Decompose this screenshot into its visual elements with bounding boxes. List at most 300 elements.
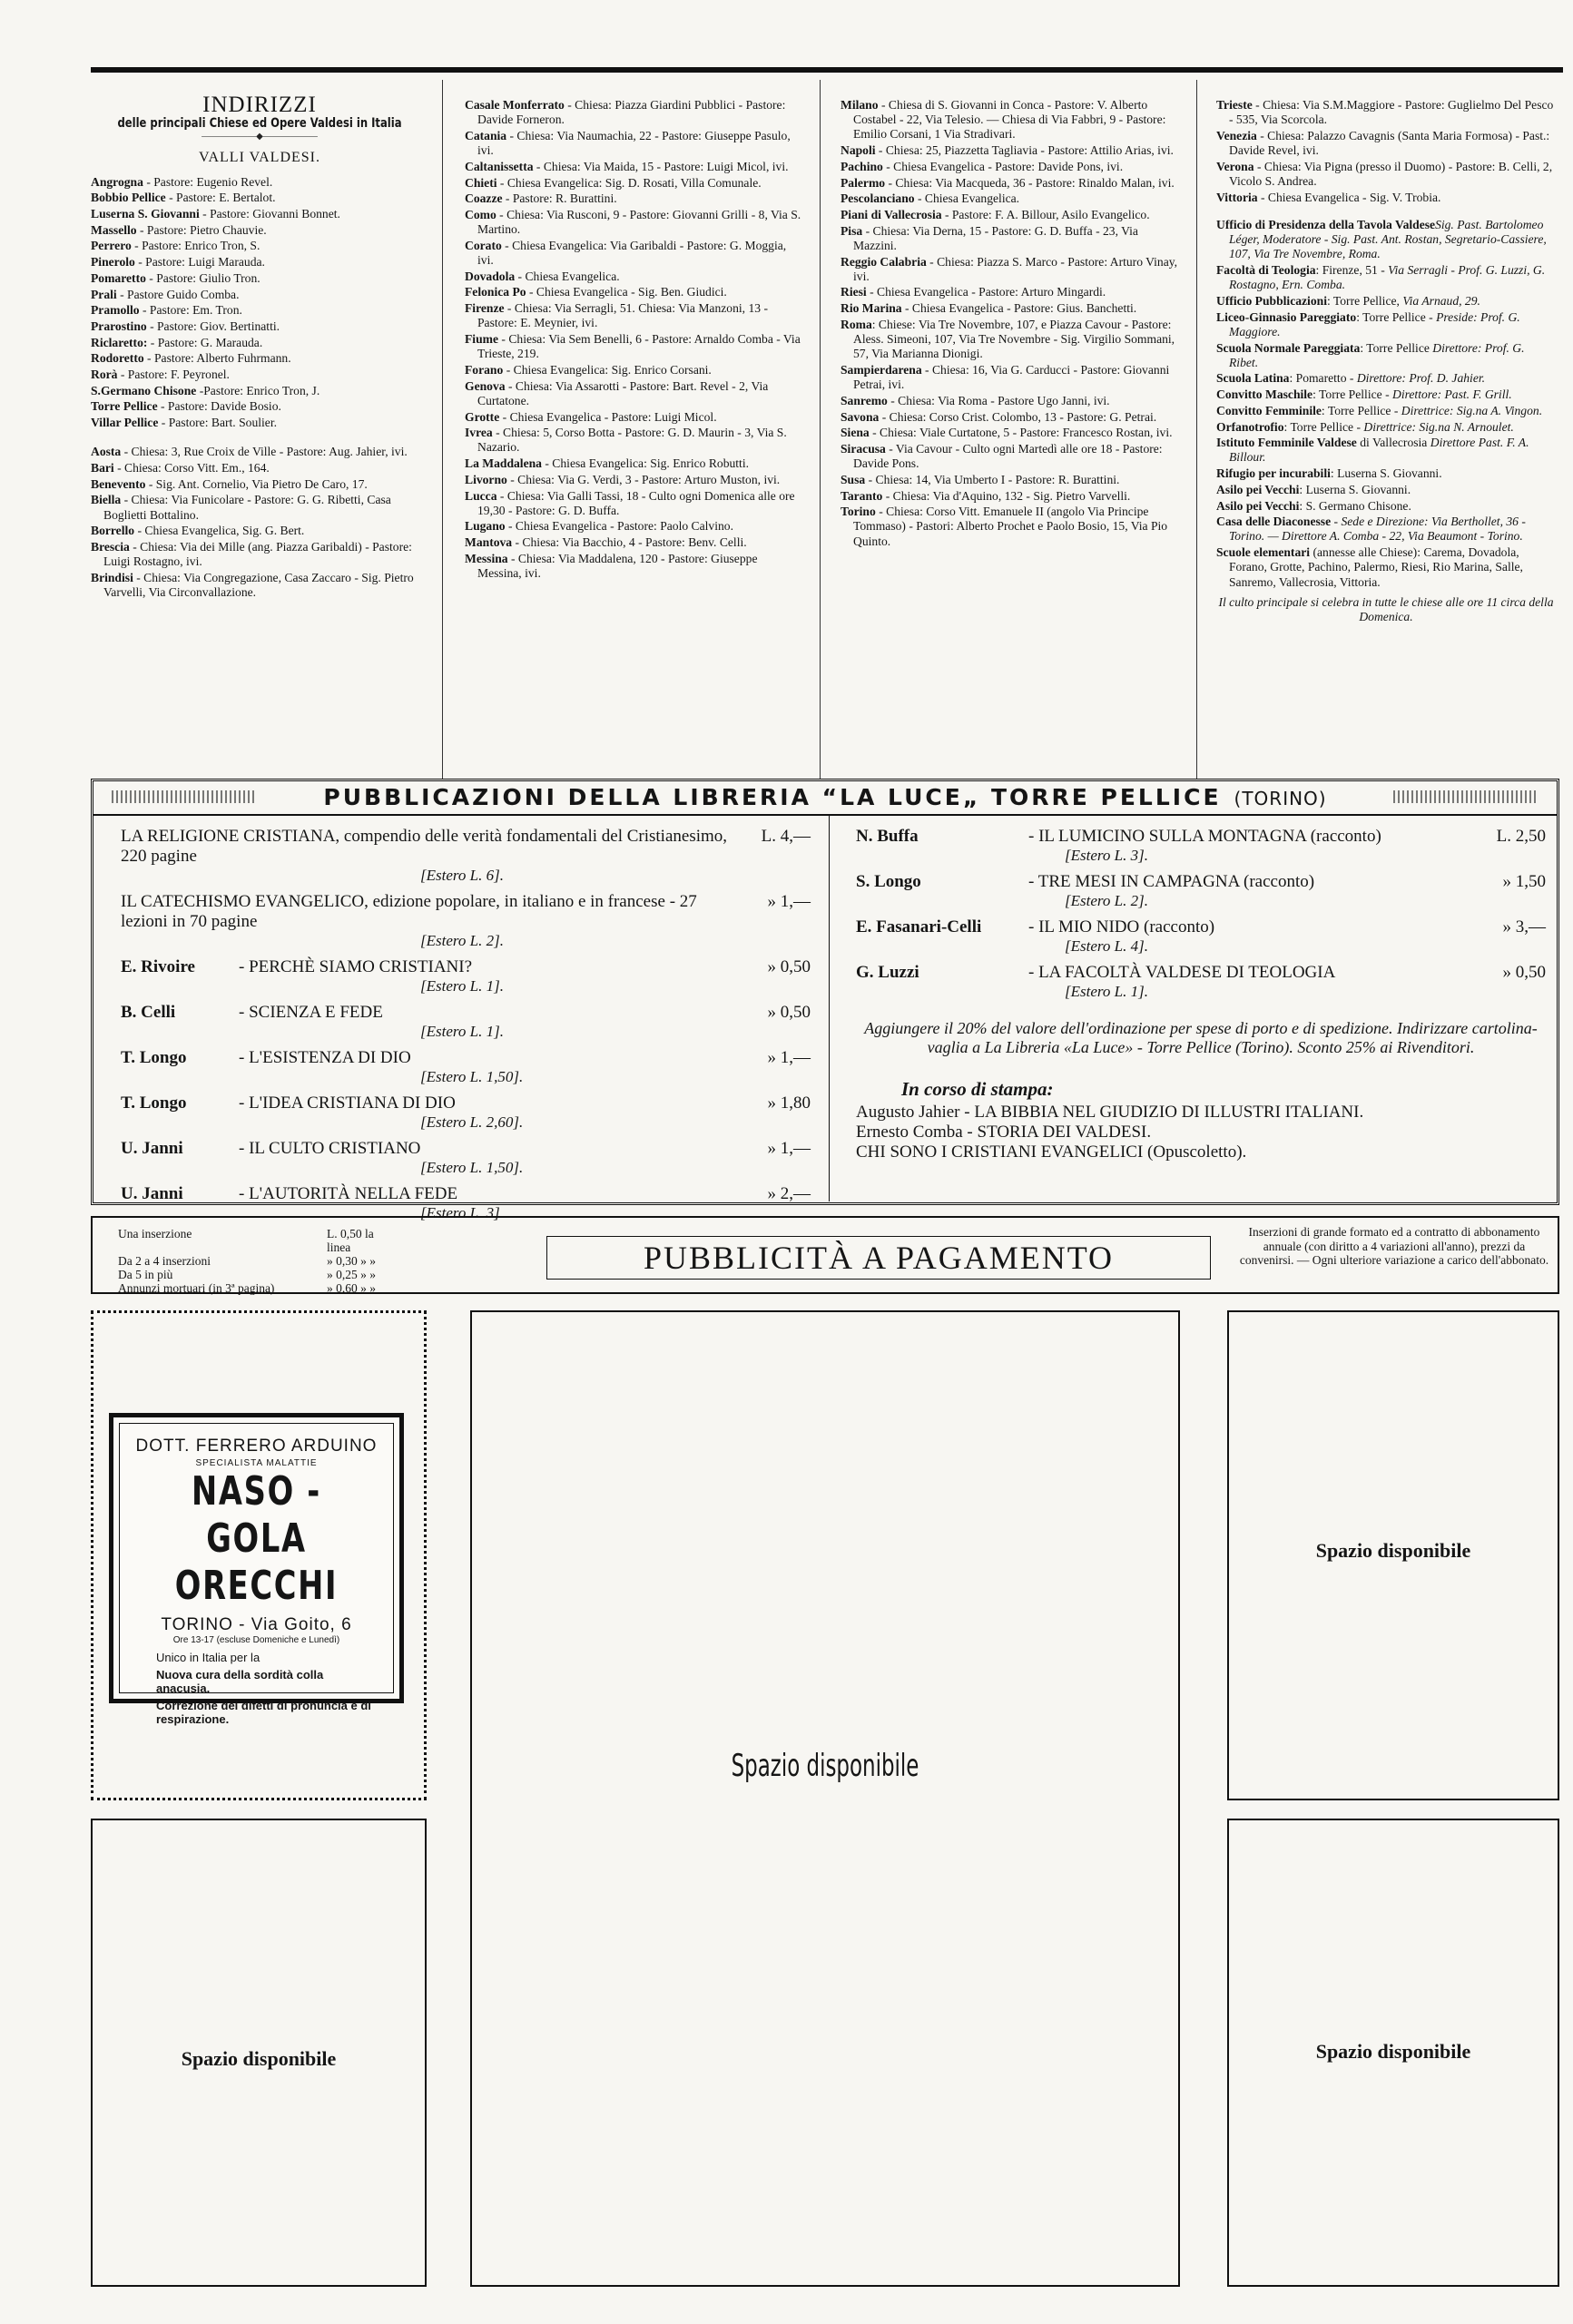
entry-name: La Maddalena	[465, 456, 542, 471]
entry-text: - Pastore: Alberto Fuhrmann.	[143, 351, 291, 366]
address-entry	[465, 519, 802, 534]
ad-rates-table	[118, 1227, 390, 1295]
publication-author: U. Janni	[121, 1139, 183, 1158]
entry-text: - Chiesa: 14, Via Umberto I - Pastore: R. Burattini.	[865, 472, 1120, 486]
entry-italic: Direttore: Prof. G. Ribet.	[1229, 340, 1525, 369]
publication-title: IL CATECHISMO EVANGELICO, edizione popolare, in italiano e in francese - 27 lezioni in 70 pagine	[121, 892, 697, 931]
publication-estero: [Estero L. 1,50].	[420, 1068, 524, 1085]
publication-author: S. Longo	[856, 872, 921, 891]
entry-text: - Pastore: Giulio Tron.	[145, 270, 261, 285]
entry-name: Livorno	[465, 472, 507, 486]
address-entry	[91, 175, 428, 190]
entry-text: - Chiesa: Via G. Verdi, 3 - Pastore: Arturo Muston, ivi.	[506, 472, 781, 486]
address-entry	[91, 384, 428, 398]
address-entry	[841, 318, 1178, 362]
doctor-line-3: Correzione dei difetti di pronuncia e di respirazione.	[156, 1699, 371, 1726]
entry-text: - Chiesa: Via Maida, 15 - Pastore: Luigi Micol, ivi.	[533, 159, 789, 173]
address-entry	[91, 368, 428, 382]
address-entry	[91, 416, 428, 430]
entry-name: Brindisi	[91, 570, 133, 584]
address-entry	[1216, 404, 1556, 418]
address-entry	[465, 129, 802, 158]
entry-name: Sanremo	[841, 393, 888, 407]
rate-label: Da 5 in più	[118, 1268, 173, 1281]
publication-author: E. Fasanari-Celli	[856, 917, 982, 936]
entry-text: - Pastore: R. Burattini.	[502, 191, 617, 206]
city-list-1	[91, 445, 428, 600]
entry-text: di Vallecrosia	[1356, 436, 1430, 450]
entry-name: Liceo-Ginnasio Pareggiato	[1216, 309, 1357, 324]
entry-text: - Chiesa: Via S.M.Maggiore - Pastore: Guglielmo Del Pesco - 535, Via Scorcola.	[1229, 98, 1554, 127]
entry-name: Benevento	[91, 476, 146, 491]
address-entry	[1216, 129, 1556, 158]
publications-box	[91, 779, 1559, 1221]
address-entry	[91, 445, 428, 459]
address-entry	[465, 239, 802, 268]
publication-row	[121, 1184, 811, 1204]
entry-text: - Pastore: F. A. Billour, Asilo Evangelico.	[941, 207, 1150, 221]
entry-name: Felonica Po	[465, 285, 526, 299]
rate-value: » 0,25 » »	[327, 1268, 376, 1281]
entry-text: - Chiesa Evangelica - Sig. V. Trobia.	[1257, 190, 1441, 204]
entry-name: Genova	[465, 378, 506, 393]
entry-name: Corato	[465, 238, 502, 252]
address-entry	[91, 303, 428, 318]
entry-text: - Chiesa: Via Roma - Pastore Ugo Janni, ivi.	[887, 393, 1110, 407]
doctor-spec: SPECIALISTA MALATTIE	[195, 1458, 318, 1468]
publication-price: » 0,50	[767, 957, 811, 976]
address-entry	[465, 489, 802, 518]
entry-name: Palermo	[841, 175, 886, 190]
entry-text: - Chiesa Evangelica: Via Garibaldi - Pastore: G. Moggia, ivi.	[477, 238, 787, 268]
entry-text: - Pastore: Eugenio Revel.	[143, 174, 273, 189]
publication-estero: [Estero L. 2,60].	[420, 1113, 524, 1131]
address-entry	[1216, 436, 1556, 465]
rate-value: » 0,30 » »	[327, 1254, 376, 1268]
publication-title: LA RELIGIONE CRISTIANA, compendio delle verità fondamentali del Cristianesimo, 220 pagine	[121, 827, 728, 866]
rate-row	[118, 1227, 390, 1254]
publication-price: » 1,—	[767, 892, 811, 911]
address-entry	[465, 535, 802, 550]
entry-name: Prarostino	[91, 319, 147, 333]
entry-text: - Chiesa: 16, Via G. Carducci - Pastore: Giovanni Petrai, ivi.	[853, 362, 1170, 392]
publication-row	[856, 963, 1546, 983]
address-entry	[1216, 191, 1556, 205]
entry-text: - Pastore: Enrico Tron, S.	[131, 239, 261, 253]
publications-left	[121, 827, 811, 1230]
column-1	[91, 94, 428, 602]
entry-name: Fiume	[465, 332, 498, 347]
address-entry	[841, 363, 1178, 392]
ad-rates-box	[91, 1216, 1559, 1294]
entry-text: - Chiesa: Via Derna, 15 - Pastore: G. D. Buffa - 23, Via Mazzini.	[853, 223, 1138, 252]
entry-name: Orfanotrofio	[1216, 419, 1284, 434]
doctor-big-1: NASO - GOLA	[192, 1468, 321, 1562]
entry-name: Como	[465, 207, 496, 221]
entry-name: Taranto	[841, 488, 883, 503]
entry-name: Mantova	[465, 535, 513, 550]
entry-name: Torre Pellice	[91, 399, 158, 414]
address-entry	[91, 571, 428, 600]
address-entry	[91, 493, 428, 522]
entry-name: Prali	[91, 287, 117, 301]
publication-row	[121, 1093, 811, 1113]
publication-price: » 1,—	[767, 1139, 811, 1158]
entry-text: - Chiesa: Via Rusconi, 9 - Pastore: Giovanni Grilli - 8, Via S. Martino.	[477, 207, 801, 237]
address-entry	[841, 191, 1178, 206]
entry-text: - Chiesa Evangelica.	[515, 269, 620, 283]
entry-text: - Pastore Guido Comba.	[116, 287, 240, 301]
address-entry	[91, 207, 428, 221]
entry-text: - Chiesa Evangelica - Pastore: Paolo Calvino.	[505, 519, 734, 534]
entry-text: - Chiesa: Via Sem Benelli, 6 - Pastore: Arnaldo Comba - Via Trieste, 219.	[477, 332, 801, 361]
address-entry	[1216, 371, 1556, 386]
publication-estero: [Estero L. 2].	[420, 932, 504, 949]
entry-name: Ufficio Pubblicazioni	[1216, 293, 1327, 308]
entry-text: - Chiesa: Via d'Aquino, 132 - Sig. Pietro Varvelli.	[882, 488, 1131, 503]
publication-title: - L'ESISTENZA DI DIO	[239, 1048, 411, 1067]
address-entry	[1216, 310, 1556, 339]
rate-label: Da 2 a 4 inserzioni	[118, 1254, 211, 1268]
publications-note: Aggiungere il 20% del valore dell'ordinazione per spese di porto e di spedizione. Indirizzare cartolina-vaglia a La Libreria «La Luce» - Torre Pellice (Torino). Sconto 25% ai Rivenditori.	[864, 1019, 1538, 1056]
publication-title: - L'IDEA CRISTIANA DI DIO	[239, 1093, 456, 1113]
publication-estero: [Estero L. 3].	[1065, 847, 1148, 864]
address-entry	[91, 461, 428, 476]
spazio-label: Spazio disponibile	[731, 1748, 919, 1784]
entry-name: Grotte	[465, 409, 500, 424]
entry-text: - Chiesa: Piazza S. Marco - Pastore: Arturo Vinay, ivi.	[853, 254, 1178, 283]
entry-name: Rifugio per incurabili	[1216, 466, 1331, 481]
publication-title: - IL CULTO CRISTIANO	[239, 1139, 421, 1158]
ad-rates-title: PUBBLICITÀ A PAGAMENTO	[546, 1236, 1211, 1280]
publication-author: E. Rivoire	[121, 957, 195, 976]
entry-text: : Torre Pellice -	[1356, 309, 1437, 324]
ad-space-right-top	[1227, 1310, 1559, 1800]
entry-name: Rio Marina	[841, 301, 902, 316]
entry-text: - Pastore: Em. Tron.	[139, 303, 242, 318]
entry-text: : S. Germano Chisone.	[1299, 498, 1411, 513]
address-entry	[91, 351, 428, 366]
address-entry	[465, 332, 802, 361]
entry-text: - Pastore: Pietro Chauvie.	[136, 222, 267, 237]
address-entry	[841, 489, 1178, 504]
entry-text: : Firenze, 51 -	[1315, 263, 1389, 278]
header-title: INDIRIZZI	[202, 94, 317, 117]
press-item: Ernesto Comba - STORIA DEI VALDESI.	[856, 1123, 1152, 1142]
city-list-4	[1216, 98, 1556, 205]
entry-text: - Chiesa: Via Funicolare - Pastore: G. G. Ribetti, Casa Boglietti Bottalino.	[103, 493, 391, 522]
publication-price: L. 4,—	[761, 827, 811, 846]
entry-text: - Via Cavour - Culto ogni Martedì alle ore 18 - Pastore: Davide Pons.	[853, 441, 1163, 471]
doctor-hours: Ore 13-17 (escluse Domeniche e Lunedì)	[172, 1635, 340, 1645]
entry-name: Pramollo	[91, 303, 140, 318]
publication-title: - LA FACOLTÀ VALDESE DI TEOLOGIA	[1028, 963, 1336, 982]
address-entry	[841, 255, 1178, 284]
address-entry	[91, 255, 428, 270]
address-entry	[91, 336, 428, 350]
entry-name: Caltanissetta	[465, 159, 534, 173]
entry-text: - Chiesa Evangelica: Sig. Enrico Corsani.	[503, 362, 712, 377]
entry-name: Pomaretto	[91, 270, 146, 285]
entry-italic: Preside: Prof. G. Maggiore.	[1229, 309, 1520, 338]
publications-header	[93, 781, 1557, 816]
publication-estero: [Estero L. 2].	[1065, 892, 1148, 909]
address-entry	[841, 394, 1178, 408]
entry-name: Ufficio di Presidenza della Tavola Valdese	[1216, 217, 1436, 231]
publication-estero: [Estero L. 4].	[1065, 937, 1148, 955]
address-entry	[91, 239, 428, 253]
address-entry	[91, 524, 428, 538]
publication-row	[121, 892, 811, 932]
entry-text: : Luserna S. Giovanni.	[1330, 466, 1442, 481]
entry-name: Napoli	[841, 143, 876, 158]
press-heading: In corso di stampa:	[901, 1078, 1054, 1100]
entry-name: Brescia	[91, 540, 130, 554]
entry-text: - Chiesa: Via Bacchio, 4 - Pastore: Benv. Celli.	[512, 535, 747, 550]
entry-name: Riclaretto:	[91, 335, 148, 349]
address-entry	[465, 208, 802, 237]
entry-text: - Chiesa: Via Galli Tassi, 18 - Culto ogni Domenica alle ore 19,30 - Pastore: G. D. Buffa.	[477, 488, 795, 517]
entry-name: Convitto Femminile	[1216, 403, 1322, 417]
ad-space-right-bottom	[1227, 1819, 1559, 2287]
entry-name: Asilo pei Vecchi	[1216, 498, 1300, 513]
entry-text: : Pomaretto -	[1289, 371, 1357, 386]
publication-title: - PERCHÈ SIAMO CRISTIANI?	[239, 957, 473, 976]
address-entry	[1216, 263, 1556, 292]
publication-price: » 1,80	[767, 1093, 811, 1113]
publication-row	[121, 1048, 811, 1068]
publication-price: » 2,—	[767, 1184, 811, 1203]
entry-name: Piani di Vallecrosia	[841, 207, 942, 221]
entry-name: Borrello	[91, 524, 135, 538]
entry-name: Chieti	[465, 175, 497, 190]
column-4	[1216, 98, 1556, 624]
ad-space-center	[470, 1310, 1180, 2287]
publication-estero: [Estero L. 1,50].	[420, 1159, 524, 1176]
doctor-ad	[109, 1413, 404, 1726]
publication-price: » 3,—	[1502, 917, 1546, 936]
publication-price: » 0,50	[767, 1003, 811, 1022]
entry-name: Rodoretto	[91, 351, 144, 366]
doctor-ad-inner	[119, 1423, 394, 1726]
entry-text: - Chiesa: Viale Curtatone, 5 - Pastore: Francesco Rostan, ivi.	[869, 426, 1173, 440]
entry-name: Siracusa	[841, 441, 886, 456]
address-entry	[1216, 420, 1556, 435]
rate-row	[118, 1281, 390, 1295]
entry-text: - Chiesa: Via Maddalena, 120 - Pastore: Giuseppe Messina, ivi.	[477, 551, 758, 581]
address-entry	[841, 301, 1178, 316]
entry-italic: Direttore: Past. F. Grill.	[1392, 387, 1512, 402]
footnote: Il culto principale si celebra in tutte le chiese alle ore 11 circa della Domenica.	[1218, 594, 1554, 623]
address-entry	[465, 456, 802, 471]
entry-text: - Chiesa Evangelica - Pastore: Arturo Mingardi.	[866, 285, 1106, 299]
entry-text: - Chiesa Evangelica - Pastore: Gius. Banchetti.	[901, 301, 1137, 316]
entry-italic: Direttrice: Sig.na A. Vingon.	[1401, 403, 1543, 417]
entry-name: Torino	[841, 505, 876, 519]
address-entry	[1216, 218, 1556, 262]
publication-price: L. 2,50	[1496, 827, 1546, 846]
entry-name: Casa delle Diaconesse	[1216, 515, 1332, 529]
rate-value: » 0,60 » »	[327, 1281, 376, 1295]
spazio-label: Spazio disponibile	[1315, 2040, 1471, 2063]
publication-title: - IL LUMICINO SULLA MONTAGNA (racconto)	[1028, 827, 1381, 846]
entry-italic: Direttrice: Sig.na N. Arnoulet.	[1363, 419, 1514, 434]
address-entry	[841, 160, 1178, 174]
entry-text: - Chiesa Evangelica, Sig. G. Bert.	[134, 524, 305, 538]
address-entry	[465, 270, 802, 284]
entry-text: - Chiesa: Via Pigna (presso il Duomo) - Pastore: B. Celli, 2, Vicolo S. Andrea.	[1229, 159, 1553, 189]
entry-name: Lucca	[465, 488, 497, 503]
publication-row	[121, 827, 811, 867]
address-entry	[1216, 483, 1556, 497]
entry-text: - Chiesa: Corso Vitt. Em., 164.	[113, 461, 270, 476]
publication-row	[121, 1003, 811, 1023]
hatch-right	[1393, 790, 1539, 803]
entry-text: : Torre Pellice -	[1321, 403, 1401, 417]
address-entry	[841, 442, 1178, 471]
entry-text: : Torre Pellice,	[1326, 293, 1403, 308]
entry-text: - Chiesa: Corso Vitt. Emanuele II (angolo Via Principe Tommaso) - Pastori: Alberto Prochet e Paolo Bosio, 15, Via Pio Quinto.	[853, 505, 1168, 548]
doctor-line-2: Nuova cura della sordità colla anacusia.	[156, 1668, 324, 1695]
entry-text: - Chiesa Evangelica: Sig. Enrico Robutti.	[541, 456, 750, 471]
address-entry	[465, 191, 802, 206]
entry-name: Vittoria	[1216, 190, 1258, 204]
entry-text: - Chiesa Evangelica: Sig. D. Rosati, Villa Comunale.	[496, 175, 762, 190]
top-rule	[91, 67, 1563, 73]
entry-name: Casale Monferrato	[465, 98, 565, 112]
publication-author: T. Longo	[121, 1048, 187, 1067]
entry-name: Scuole elementari	[1216, 545, 1311, 560]
entry-text: - Chiesa: Piazza Giardini Pubblici - Pastore: Davide Forneron.	[477, 98, 786, 127]
entry-name: Lugano	[465, 519, 506, 534]
entry-name: Asilo pei Vecchi	[1216, 482, 1300, 496]
entry-text: - Chiesa Evangelica - Pastore: Davide Pons, ivi.	[882, 159, 1124, 173]
entry-name: Angrogna	[91, 174, 143, 189]
entry-text: : Torre Pellice -	[1283, 419, 1364, 434]
publication-author: T. Longo	[121, 1093, 187, 1113]
entry-text: - Chiesa: Palazzo Cavagnis (Santa Maria Formosa) - Past.: Davide Revel, ivi.	[1229, 128, 1550, 158]
entry-name: Convitto Maschile	[1216, 387, 1313, 402]
entry-name: Pinerolo	[91, 255, 135, 270]
publication-estero: [Estero L. 3].	[420, 1204, 504, 1221]
entry-text: -	[1331, 515, 1342, 529]
publication-estero: [Estero L. 6].	[420, 867, 504, 884]
publication-price: » 1,50	[1502, 872, 1546, 891]
entry-name: Scuola Normale Pareggiata	[1216, 340, 1361, 355]
entry-text: - Pastore: Bart. Soulier.	[158, 416, 278, 430]
entry-name: Bari	[91, 461, 114, 476]
entry-text: - Pastore: Giovanni Bonnet.	[199, 207, 340, 221]
publication-price: » 1,—	[767, 1048, 811, 1067]
address-entry	[1216, 545, 1556, 590]
entry-text: : Torre Pellice	[1360, 340, 1433, 355]
entry-name: Reggio Calabria	[841, 254, 927, 269]
entry-name: Istituto Femminile Valdese	[1216, 436, 1357, 450]
address-entry	[465, 363, 802, 378]
column-2	[465, 98, 802, 583]
address-entry	[465, 176, 802, 191]
entry-text: - Chiesa Evangelica.	[914, 191, 1020, 206]
entry-name: Savona	[841, 409, 880, 424]
doctor-line-1: Unico in Italia per la	[156, 1651, 261, 1664]
entry-name: Firenze	[465, 301, 505, 316]
publication-estero: [Estero L. 1].	[420, 977, 504, 995]
address-entry	[91, 399, 428, 414]
entry-name: Scuola Latina	[1216, 371, 1290, 386]
entry-name: Venezia	[1216, 128, 1257, 142]
entry-text: - Chiesa di S. Giovanni in Conca - Pastore: V. Alberto Costabel - 22, Via Telesio. — Chiesa di Via Fabbri, 9 - Pastore: Emilio Corsani, 1 Via Stradivari.	[853, 98, 1166, 142]
address-entry	[465, 98, 802, 127]
address-entry	[91, 191, 428, 205]
entry-text: - Pastore: Davide Bosio.	[157, 399, 281, 414]
entry-name: Forano	[465, 362, 504, 377]
rate-value: L. 0,50 la linea	[327, 1227, 374, 1254]
publication-title: - TRE MESI IN CAMPAGNA (racconto)	[1028, 872, 1315, 891]
address-entry	[841, 143, 1178, 158]
entry-name: S.Germano Chisone	[91, 383, 197, 397]
entry-name: Roma	[841, 317, 872, 331]
publication-estero: [Estero L. 1].	[420, 1023, 504, 1040]
entry-text: - Chiesa: Via Naumachia, 22 - Pastore: Giuseppe Pasulo, ivi.	[477, 128, 791, 158]
address-entry	[1216, 466, 1556, 481]
entry-name: Rorà	[91, 368, 118, 382]
entry-name: Aosta	[91, 445, 122, 459]
spazio-label: Spazio disponibile	[1315, 1539, 1471, 1562]
entry-name: Susa	[841, 472, 866, 486]
entry-text: - Chiesa: Via Congregazione, Casa Zaccaro - Sig. Pietro Varvelli, Via Circonvallazione.	[103, 570, 414, 600]
address-entry	[1216, 294, 1556, 309]
entry-italic: Via Serragli - Prof. G. Luzzi, G. Rostagno, Ern. Comba.	[1229, 263, 1546, 292]
entry-italic: Sede e Direzione: Via Berthollet, 36 - Torino. — Direttore A. Comba - 22, Via Beaumont - Torino.	[1229, 515, 1526, 544]
entry-name: Bobbio Pellice	[91, 191, 166, 205]
publication-estero: [Estero L. 1].	[1065, 983, 1148, 1000]
address-entry	[91, 223, 428, 238]
rate-label: Una inserzione	[118, 1227, 192, 1240]
address-entry	[841, 473, 1178, 487]
entry-text: - Chiesa: Via dei Mille (ang. Piazza Garibaldi) - Pastore: Luigi Rostagno, ivi.	[103, 540, 412, 569]
entry-italic: Via Arnaud, 29.	[1402, 293, 1480, 308]
publications-title: PUBBLICAZIONI DELLA LIBRERIA “LA LUCE„ TORRE PELLICE	[323, 784, 1222, 810]
rate-row	[118, 1268, 390, 1281]
rate-row	[118, 1254, 390, 1268]
address-entry	[91, 271, 428, 286]
address-entry	[1216, 341, 1556, 370]
address-entry	[91, 477, 428, 492]
entry-text: - Chiesa Evangelica - Sig. Ben. Giudici.	[526, 285, 727, 299]
address-entry	[1216, 515, 1556, 544]
entry-text: - Chiesa: Via Assarotti - Pastore: Bart. Revel - 2, Via Curtatone.	[477, 378, 769, 407]
entry-italic: Sig. Past. Bartolomeo Léger, Moderatore - Sig. Past. Ant. Rostan, Segretario-Cassiere, 107, Via Tre Novembre, Roma.	[1229, 217, 1547, 261]
column-separator	[1196, 80, 1197, 779]
doctor-address: TORINO - Via Goito, 6	[161, 1615, 352, 1634]
entry-text: - Chiesa: 5, Corso Botta - Pastore: G. D. Maurin - 3, Via S. Nazario.	[477, 426, 787, 455]
column-separator	[442, 80, 443, 779]
entry-text: - Chiesa Evangelica - Pastore: Luigi Micol.	[499, 409, 717, 424]
publication-row	[856, 872, 1546, 892]
entry-name: Riesi	[841, 285, 867, 299]
publications-right	[856, 827, 1546, 1162]
address-entry	[465, 379, 802, 408]
address-entry	[841, 224, 1178, 253]
publications-divider	[829, 814, 830, 1201]
publication-title: - IL MIO NIDO (racconto)	[1028, 917, 1215, 936]
address-entry	[1216, 387, 1556, 402]
entry-text: - Pastore: G. Marauda.	[147, 335, 263, 349]
address-entry	[1216, 499, 1556, 514]
address-entry	[465, 426, 802, 455]
publication-row	[121, 1139, 811, 1159]
address-entry	[91, 540, 428, 569]
